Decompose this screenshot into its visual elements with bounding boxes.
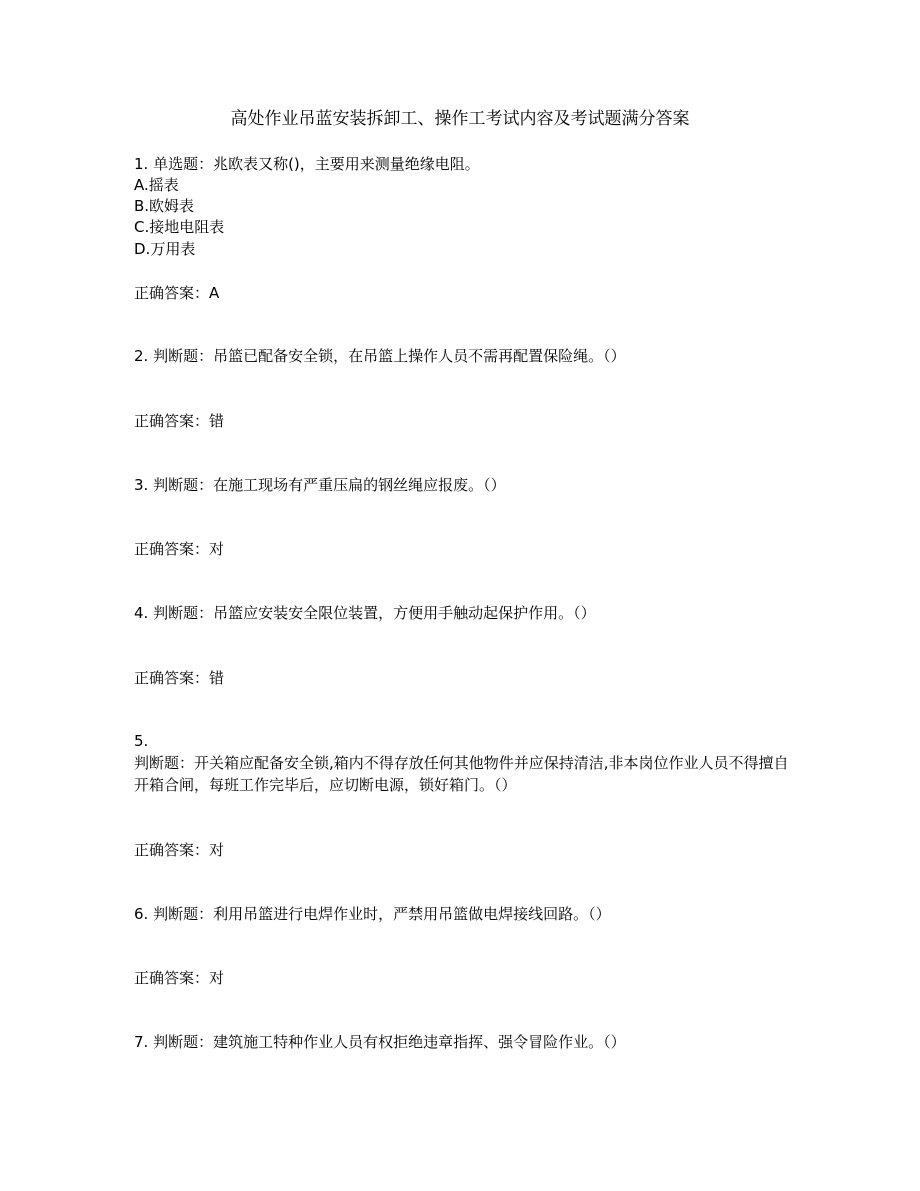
question-5-number: 5. bbox=[134, 732, 149, 750]
question-7-text: 7. 判断题：建筑施工特种作业人员有权拒绝违章指挥、强令冒险作业。（） bbox=[134, 1033, 626, 1051]
question-3-text: 3. 判断题：在施工现场有严重压扁的钢丝绳应报废。（） bbox=[134, 476, 506, 494]
question-5-text: 判断题：开关箱应配备安全锁,箱内不得存放任何其他物件并应保持清洁,非本岗位作业人员不得擅自开箱合闸，每班工作完毕后，应切断电源，锁好箱门。（） bbox=[134, 754, 789, 794]
question-4-text: 4. 判断题：吊篮应安装安全限位装置，方便用手触动起保护作用。（） bbox=[134, 604, 596, 622]
question-1-text: 1. 单选题：兆欧表又称()，主要用来测量绝缘电阻。 bbox=[134, 155, 480, 173]
question-1-option-d: D.万用表 bbox=[134, 240, 196, 258]
question-1-option-c: C.接地电阻表 bbox=[134, 218, 225, 236]
document-title: 高处作业吊蓝安装拆卸工、操作工考试内容及考试题满分答案 bbox=[230, 109, 690, 129]
question-1-option-a: A.摇表 bbox=[134, 176, 179, 194]
question-2-text: 2. 判断题：吊篮已配备安全锁，在吊篮上操作人员不需再配置保险绳。（） bbox=[134, 347, 626, 365]
question-1-answer: 正确答案：A bbox=[134, 284, 220, 302]
question-6-text: 6. 判断题：利用吊篮进行电焊作业时，严禁用吊篮做电焊接线回路。（） bbox=[134, 905, 611, 923]
question-5-answer: 正确答案：对 bbox=[134, 841, 225, 859]
question-2-answer: 正确答案：错 bbox=[134, 412, 225, 430]
question-3-answer: 正确答案：对 bbox=[134, 540, 225, 558]
question-6-answer: 正确答案：对 bbox=[134, 969, 225, 987]
question-4-answer: 正确答案：错 bbox=[134, 669, 225, 687]
question-1-option-b: B.欧姆表 bbox=[134, 197, 195, 215]
